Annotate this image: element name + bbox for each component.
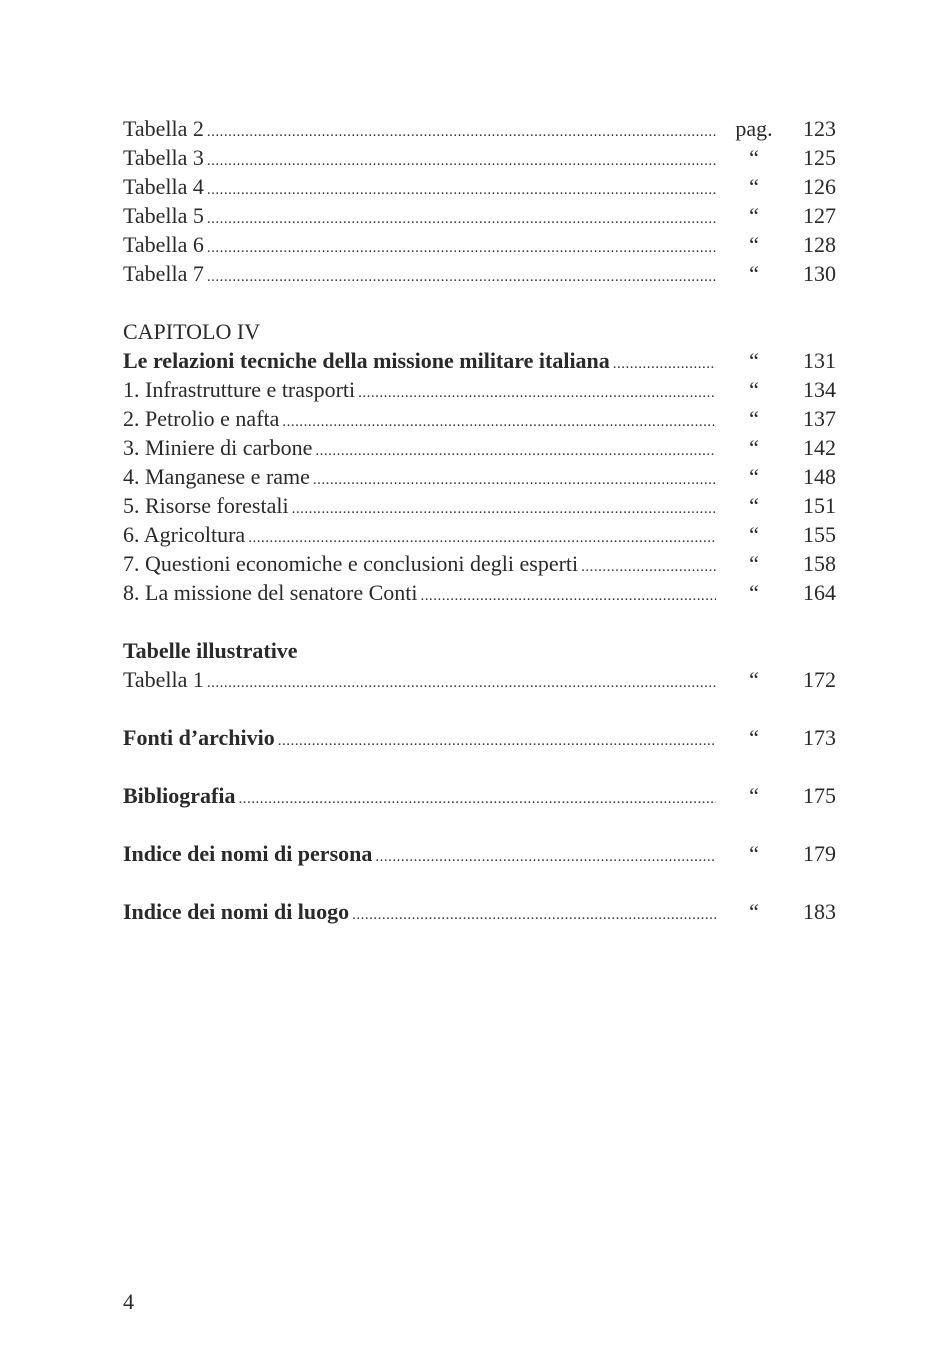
page-number: 131: [803, 348, 836, 373]
ditto-mark: “: [749, 377, 759, 402]
ditto-mark: “: [749, 493, 759, 518]
page-number: 125: [803, 145, 836, 170]
entry-label: Fonti d’archivio: [123, 725, 275, 750]
entry-label: 4. Manganese e rame: [123, 464, 310, 489]
toc-entry-tabella-5: [123, 201, 835, 230]
page-number: 137: [803, 406, 836, 431]
toc-entry-section-6: [123, 520, 835, 549]
page-number: 126: [803, 174, 836, 199]
toc-entry-tabella-4: [123, 172, 835, 201]
ditto-mark: “: [749, 348, 759, 373]
toc-entry-tabella-7: [123, 259, 835, 288]
toc-entry-section-7: [123, 549, 835, 578]
toc-entry-bibliografia: [123, 781, 835, 810]
ditto-mark: “: [749, 522, 759, 547]
toc-entry-section-3: [123, 433, 835, 462]
page-number: 179: [803, 841, 836, 866]
ditto-mark: “: [749, 261, 759, 286]
entry-label: Le relazioni tecniche della missione militare italiana: [123, 348, 610, 373]
ditto-mark: “: [749, 464, 759, 489]
toc-entry-section-4: [123, 462, 835, 491]
entry-label: 2. Petrolio e nafta: [123, 406, 280, 431]
page-number: 128: [803, 232, 836, 257]
entry-label: 3. Miniere di carbone: [123, 435, 313, 460]
page-number: 175: [803, 783, 836, 808]
ditto-mark: “: [749, 551, 759, 576]
entry-label: 6. Agricoltura: [123, 522, 246, 547]
ditto-mark: “: [749, 232, 759, 257]
ditto-mark: “: [749, 783, 759, 808]
entry-label: 7. Questioni economiche e conclusioni degli esperti: [123, 551, 579, 576]
toc-entry-tabella-2: [123, 114, 835, 143]
page-number: 148: [803, 464, 836, 489]
ditto-mark: “: [749, 580, 759, 605]
page-abbreviation: pag.: [735, 116, 773, 141]
toc-entry-indice-persone: [123, 839, 835, 868]
ditto-mark: “: [749, 406, 759, 431]
page-number: 173: [803, 725, 836, 750]
toc-entry-tabella-1: [123, 665, 835, 694]
page-number: 151: [803, 493, 836, 518]
folio-page-number: 4: [123, 1289, 134, 1314]
entry-label: 1. Infrastrutture e trasporti: [123, 377, 356, 402]
toc-entry-fonti: [123, 723, 835, 752]
ditto-mark: “: [749, 203, 759, 228]
entry-label: Tabella 5: [123, 203, 204, 228]
toc-entry-section-8: [123, 578, 835, 607]
dot-leader: [207, 259, 716, 292]
entry-label: Tabella 6: [123, 232, 204, 257]
entry-label: Tabella 2: [123, 116, 204, 141]
dot-leader: [238, 781, 716, 814]
page-number: 130: [803, 261, 836, 286]
toc-entry-tabella-6: [123, 230, 835, 259]
page-number: 127: [803, 203, 836, 228]
ditto-mark: “: [749, 667, 759, 692]
dot-leader: [375, 839, 716, 872]
page-number: 134: [803, 377, 836, 402]
entry-label: Tabella 7: [123, 261, 204, 286]
entry-label: Tabella 3: [123, 145, 204, 170]
dot-leader: [278, 723, 716, 756]
entry-label: Indice dei nomi di luogo: [123, 899, 350, 924]
page-number: 158: [803, 551, 836, 576]
entry-label: 5. Risorse forestali: [123, 493, 289, 518]
dot-leader: [207, 665, 716, 698]
toc-entry-indice-luoghi: [123, 897, 835, 926]
page-number: 172: [803, 667, 836, 692]
page-number: 164: [803, 580, 836, 605]
toc-entry-section-1: [123, 375, 835, 404]
entry-label: Tabella 1: [123, 667, 204, 692]
ditto-mark: “: [749, 174, 759, 199]
ditto-mark: “: [749, 435, 759, 460]
page-number: 155: [803, 522, 836, 547]
ditto-mark: “: [749, 725, 759, 750]
entry-label: Tabella 4: [123, 174, 204, 199]
page-number: 123: [803, 116, 836, 141]
chapter-title-entry: [123, 346, 835, 375]
table-of-contents: [123, 114, 835, 926]
toc-entry-tabella-3: [123, 143, 835, 172]
ditto-mark: “: [749, 841, 759, 866]
tabelle-heading: Tabelle illustrative: [123, 638, 298, 663]
page-number: 183: [803, 899, 836, 924]
toc-entry-section-2: [123, 404, 835, 433]
ditto-mark: “: [749, 145, 759, 170]
dot-leader: [421, 578, 717, 611]
entry-label: Indice dei nomi di persona: [123, 841, 373, 866]
ditto-mark: “: [749, 899, 759, 924]
entry-label: Bibliografia: [123, 783, 236, 808]
page-number: 142: [803, 435, 836, 460]
chapter-heading: CAPITOLO IV: [123, 319, 261, 344]
entry-label: 8. La missione del senatore Conti: [123, 580, 418, 605]
dot-leader: [352, 897, 716, 930]
toc-entry-section-5: [123, 491, 835, 520]
